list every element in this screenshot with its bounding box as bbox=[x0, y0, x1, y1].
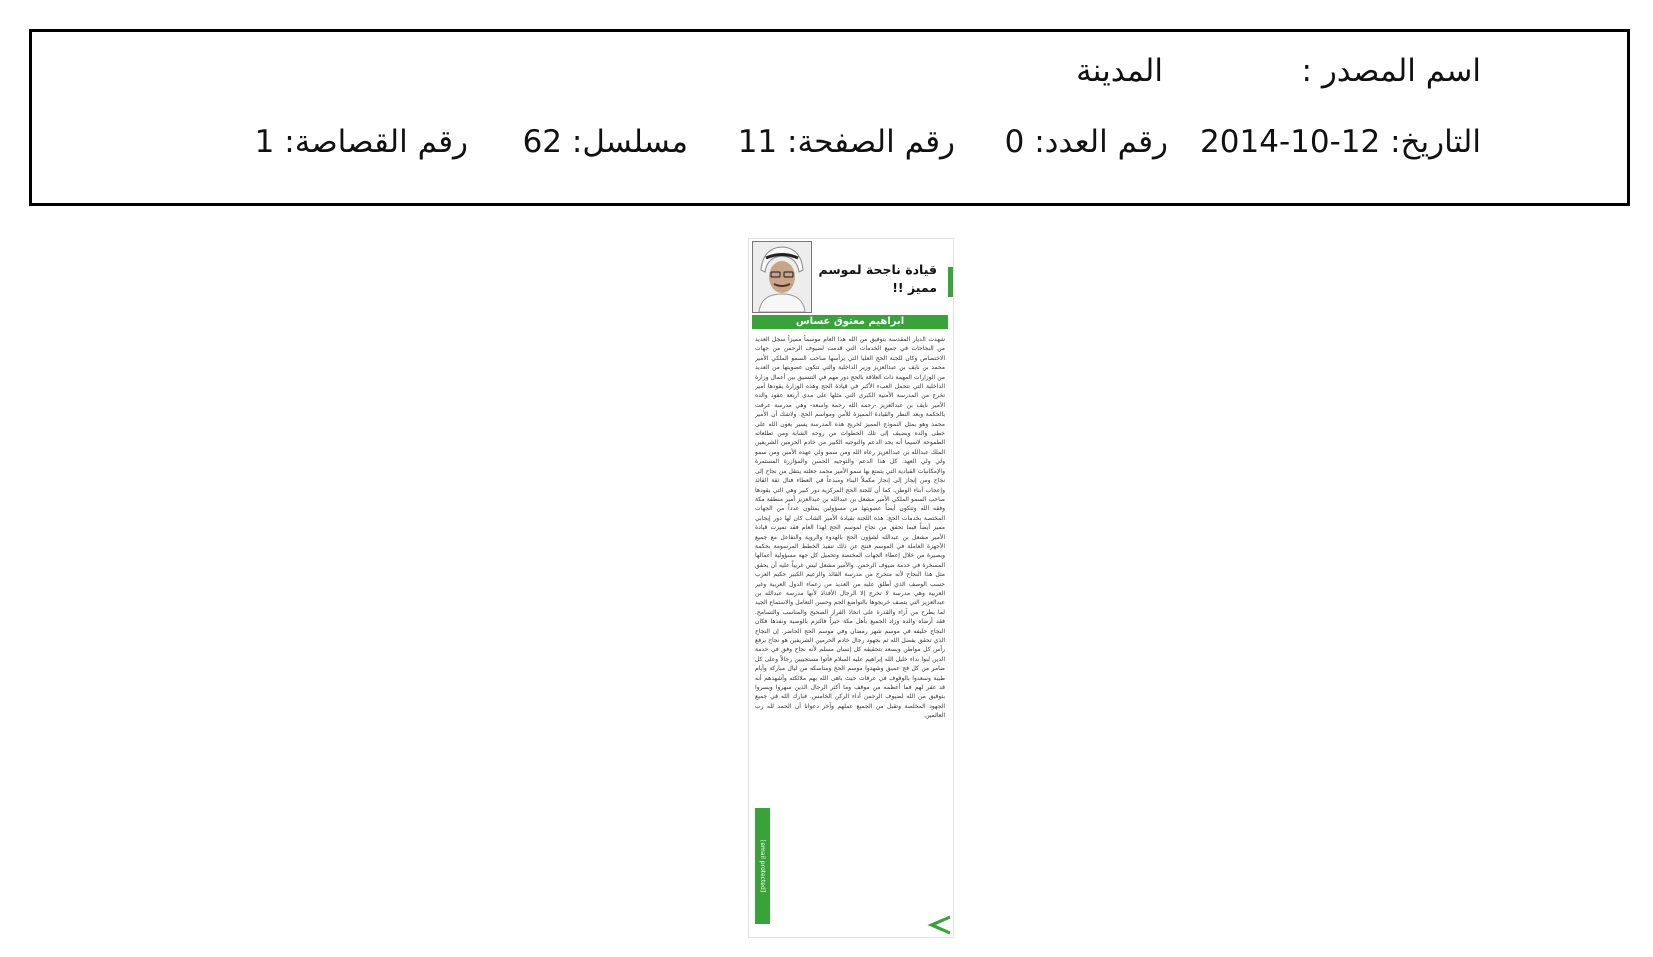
article-headline: قيادة ناجحة لموسم مميز !! bbox=[818, 262, 937, 295]
page-field bbox=[738, 124, 955, 160]
issue-field bbox=[1005, 124, 1168, 160]
metadata-box bbox=[29, 29, 1630, 206]
article-body: شهدت الديار المقدسة بتوفيق من الله هذا العام موسماً مميزاً سجل العديد من النجاحات في جميع الخدمات التي قدمت لضيوف الرحمن من جهات الاختصاص وكان للجنة الحج العليا التي يرأسها صاحب السمو الملكي الأمير محمد بن نايف بن عبدالعزيز وزير الداخلية والتي تتكون عضويتها من العديد من الوزارات المهمة ذات العلاقة بالحج دور مهم في التنسيق بين أعمال وزارة الداخلية التي تتحمل العبء الأكبر في قيادة الحج وهذه الوزارة يقودها أمير تخرج من المدرسة الأمنية الكبرى التي مثلها على مدى أربعة عقود والده الأمير نايف بن عبدالعزيز -رحمه الله رحمة واسعة- وهي مدرسة عرفت بالحكمة وبعد النظر والقيادة المميزة للأمن ومواسم الحج. ولاشك أن الأمير محمد وهو يمثل النموذج المميز لخريج هذه المدرسة يسير بعون الله على خطى والده ويضيف إلى تلك الخطوات من روحه الشابة ومن تطلعاته الطموحة لاسيما أنه يجد الدعم والتوجيه الكبير من خادم الحرمين الشريفين الملك عبدالله بن عبدالعزيز رعاه الله ومن سمو ولي عهده الأمين ومن سمو ولي ولي العهد. كل هذا الدعم والتوجيه الحسن والمؤازرة المستمرة والإمكانيات القيادية التي يتمتع بها سمو الأمير محمد جعلته ينتقل من نجاح إلى نجاح ومن إنجاز إلى إنجاز مكملاً البناء ومبدعاً في العطاء فنال ثقة القائد وإعجاب أبناء الوطن. كما أن للجنة الحج المركزية دور كبير وهي التي يقودها صاحب السمو الملكي الأمير مشعل بن عبدالله بن عبدالعزيز أمير منطقة مكة وفقه الله وتتكون أيضاً عضويتها من مسؤولين يمثلون عدداً من الجهات المختصة بخدمات الحج. هذه اللجنة بقيادة الأمير الشاب كان لها دور إيجابي مميز أيضاً فيما تحقق من نجاح لموسم الحج لهذا العام فقد تميزت قيادة الأمير مشعل بن عبدالله لشؤون الحج بالهدوء والروية والتفاعل مع جميع الأجهزة العاملة في الموسم فنتج عن ذلك تنفيذ الخطط المرسومة بحكمة وبصيرة من خلال إعطاء الجهات المختصة وتحميل كل جهة مسؤولية أعمالها المسخرة في خدمة ضيوف الرحمن. والأمير مشعل ليس غريباً عليه أن يحقق مثل هذا النجاح لأنه متخرج من مدرسة القائد والزعيم الكبير حكيم العرب حسب الوصف الذي أطلق عليه من العديد من زعماء الدول العربية وغير العربية وهي مدرسة لا تخرج إلا الرجال الأفذاذ لأنها مدرسة عبدالله بن عبدالعزيز التي يتصف خريجوها بالتواضع الجم وحسن التعامل والاستماع الجيد لما يطرح من آراء والقدرة على اتخاذ القرار الصحيح والمناسب والتسامح. فقد أرضاه والده وزاد الجميع بأهل مكة خيراً فالتزم بالوصية ونفذها فكان النجاح حليفه في موسم شهر رمضان وفي موسم الحج الحاضر. إن النجاح الذي تحقق بفضل الله ثم بجهود رجال خادم الحرمين الشريفين هو نجاح يرفع رأس كل مواطن ويسعد بتحقيقه كل إنسان مسلم لأنه نجاح وفق في خدمة الدين لبوا نداء خليل الله إبراهيم عليه السلام فأتوا مستجيبين رجالاً وعلى كل ضامر من كل فج عميق وشهدوا موسم الحج ومناسكه من ليال مباركة وأيام طيبة وسعدوا بالوقوف في عرفات حيث باهى الله بهم ملائكته وأشهدهم أنه قد غفر لهم فما أعظمه من موقف وما أكثر الرجال الذين سهروا ويسروا بتوفيق من الله لضيوف الرحمن أداء الركن الخامس. فبارك الله في جميع الجهود المخلصة وتقبل من الجميع عملهم وآخر دعوانا أن الحمد لله رب العالمين. bbox=[755, 336, 945, 720]
serial-value: 62 bbox=[522, 124, 563, 160]
contact-sidebar bbox=[755, 808, 770, 924]
page-label: رقم الصفحة: bbox=[787, 124, 955, 160]
clip-field bbox=[255, 124, 468, 160]
date-label: التاريخ: bbox=[1390, 124, 1481, 160]
date-field bbox=[1200, 124, 1481, 160]
source-value: المدينة bbox=[1076, 53, 1163, 89]
arrow-icon bbox=[926, 915, 952, 935]
clip-label: رقم القصاصة: bbox=[284, 124, 468, 160]
author-photo bbox=[752, 241, 812, 313]
clip-value: 1 bbox=[254, 124, 275, 160]
page-value: 11 bbox=[737, 124, 778, 160]
issue-value: 0 bbox=[1004, 124, 1025, 160]
author-byline: ابراهيم معتوق عساس bbox=[752, 315, 948, 329]
newspaper-clipping bbox=[748, 238, 954, 938]
issue-label: رقم العدد: bbox=[1034, 124, 1168, 160]
source-label: اسم المصدر : bbox=[1301, 53, 1481, 89]
contact-email: [email protected] bbox=[759, 839, 766, 893]
serial-label: مسلسل: bbox=[571, 124, 688, 160]
accent-edge bbox=[948, 267, 953, 297]
date-value: 2014-10-12 bbox=[1200, 124, 1381, 160]
serial-field bbox=[523, 124, 688, 160]
